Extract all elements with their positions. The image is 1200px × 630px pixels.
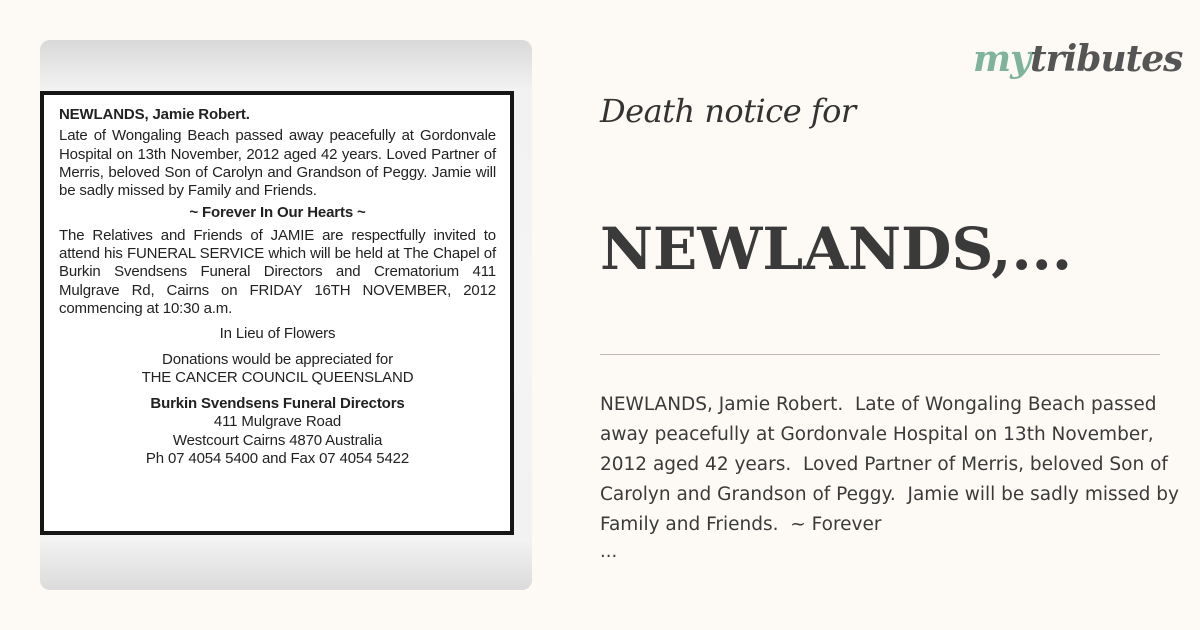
notice-excerpt: NEWLANDS, Jamie Robert. Late of Wongaling Beach passed away peacefully at Gordonvale Hospital on 13th November, 2012 aged 42 years. Loved Partner of Merris, beloved Son of Carolyn and Grandson of Peggy. Jamie will be sadly missed by Family and Friends. ~ Forever <box>600 394 1185 535</box>
notice-address-line-1: 411 Mulgrave Road <box>213 413 342 431</box>
divider <box>600 354 1160 355</box>
notice-lieu-of-flowers: In Lieu of Flowers <box>219 325 336 343</box>
page-heading: Death notice for <box>600 92 856 130</box>
death-notice-clipping <box>40 91 514 535</box>
deceased-name-title: NEWLANDS,... <box>600 215 1073 283</box>
logo-my: my <box>973 38 1031 80</box>
notice-phone: Ph 07 4054 5400 and Fax 07 4054 5422 <box>145 450 410 468</box>
excerpt-ellipsis: ... <box>600 541 618 562</box>
logo-tributes: tributes <box>1030 38 1183 80</box>
notice-funeral-director: Burkin Svendsens Funeral Directors <box>150 395 405 413</box>
notice-charity: THE CANCER COUNCIL QUEENSLAND <box>141 368 414 386</box>
notice-name: NEWLANDS, Jamie Robert. <box>59 106 250 123</box>
notice-paragraph-1: Late of Wongaling Beach passed away peacefully at Gordonvale Hospital on 13th November, 2012 aged 42 years. Loved Partner of Merris, beloved Son of Carolyn and Grandson of Peggy. Jamie will be sadly missed by Family and Friends. <box>59 127 496 200</box>
notice-paragraph-2: The Relatives and Friends of JAMIE are respectfully invited to attend his FUNERAL SERVICE which will be held at The Chapel of Burkin Svendsens Funeral Directors and Crematorium 411 Mulgrave Rd, Cairns on FRIDAY 16TH NOVEMBER, 2012 commencing at 10:30 a.m. <box>59 226 496 317</box>
notice-address-line-2: Westcourt Cairns 4870 Australia <box>172 431 383 449</box>
notice-motto: ~ Forever In Our Hearts ~ <box>189 204 366 222</box>
mytributes-logo[interactable] <box>973 38 1182 80</box>
notice-donations: Donations would be appreciated for <box>162 350 393 368</box>
